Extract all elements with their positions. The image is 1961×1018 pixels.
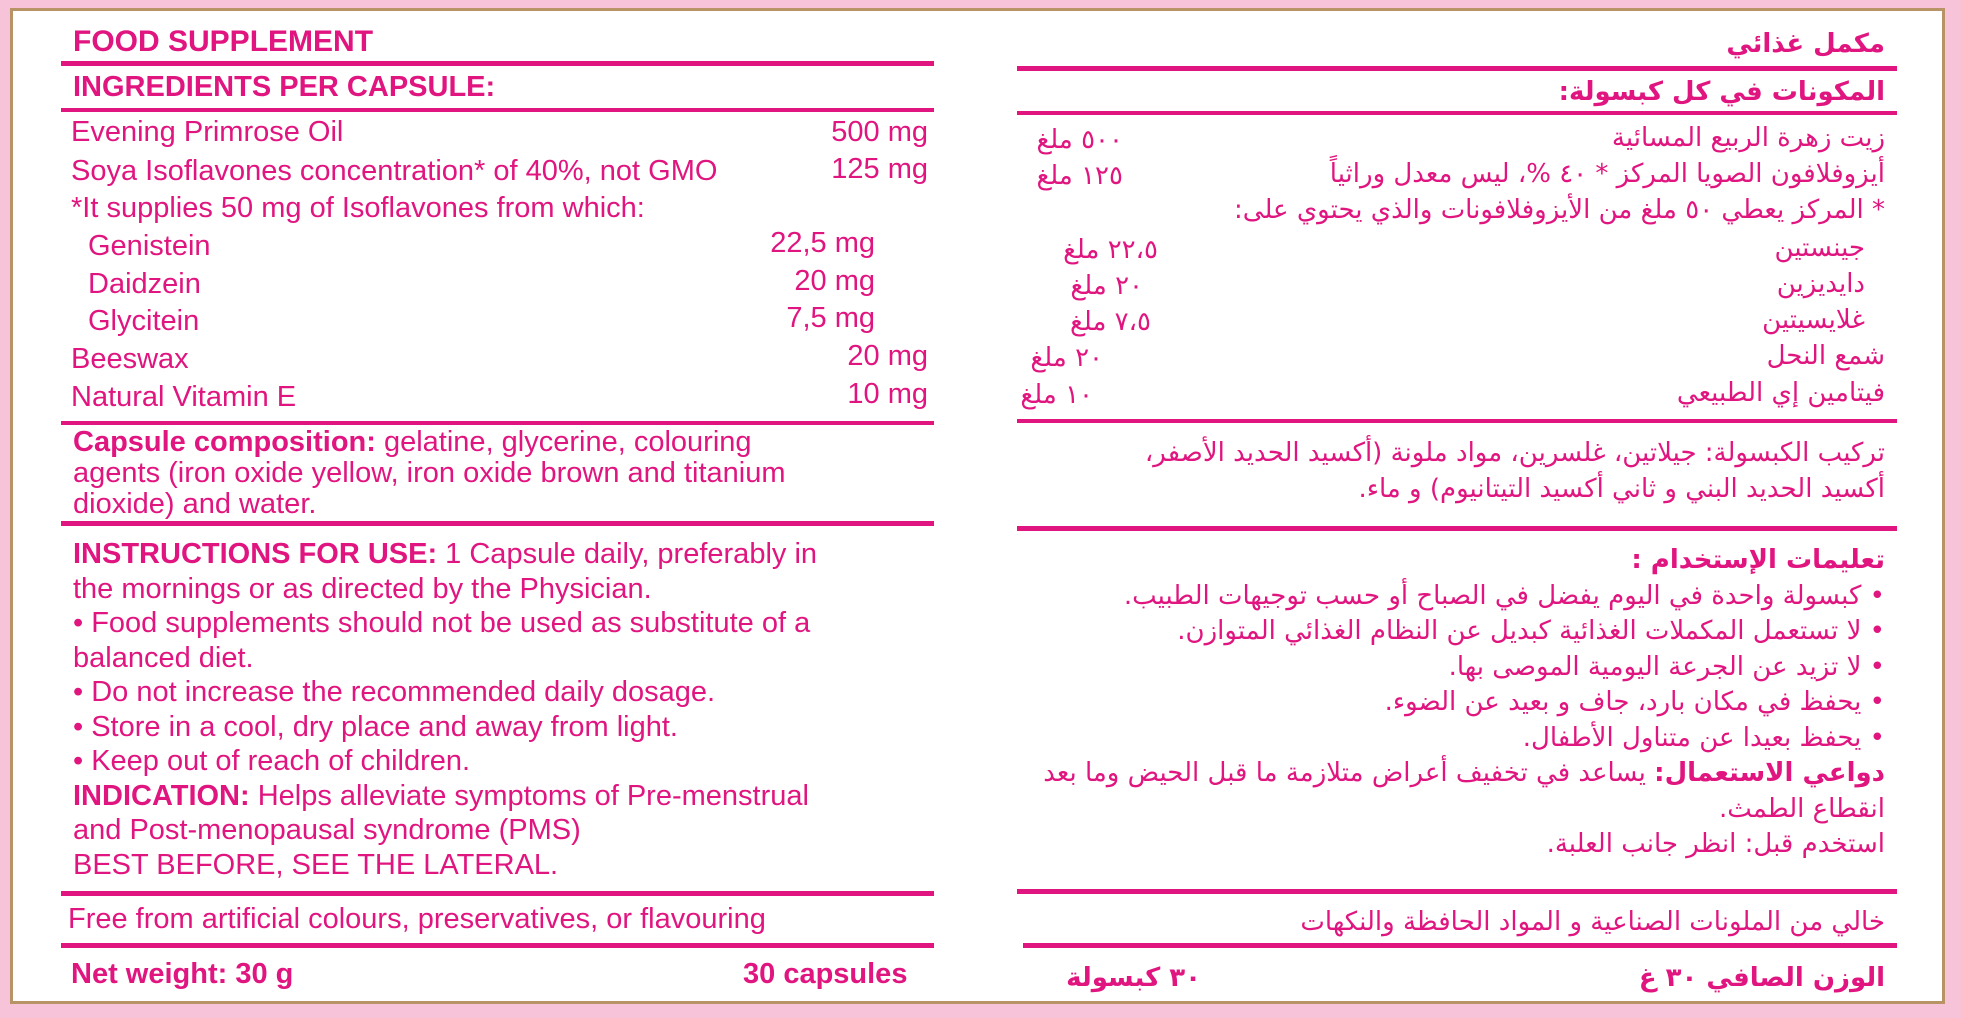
- divider: [61, 891, 934, 896]
- sub-ingredient-name: Genistein: [88, 230, 211, 262]
- ar-free-from-note: خالي من الملونات الصناعية و المواد الحافظة والنكهات: [1300, 907, 1885, 937]
- ar-ingredient-name: زيت زهرة الربيع المسائية: [1611, 123, 1885, 153]
- ar-isoflavone-note: * المركز يعطي ٥٠ ملغ من الأيزوفلافونات والذي يحتوي على:: [1234, 195, 1885, 225]
- ar-net-weight: الوزن الصافي ٣٠ غ: [1638, 963, 1885, 993]
- divider: [61, 108, 934, 112]
- ar-ingredients-heading: المكونات في كل كبسولة:: [1558, 77, 1885, 107]
- sub-ingredient-amount: 22,5 mg: [770, 227, 875, 259]
- ar-capsule-count: ٣٠ كبسولة: [1066, 963, 1201, 993]
- ingredient-amount: 500 mg: [831, 116, 928, 148]
- divider: [1017, 526, 1897, 531]
- indication-label: INDICATION:: [73, 779, 250, 812]
- ingredient-amount: 10 mg: [847, 378, 928, 410]
- ingredient-name: Beeswax: [71, 343, 189, 375]
- ar-ingredient-amount: ١٢٥ ملغ: [1036, 161, 1123, 191]
- sub-ingredient-name: Daidzein: [88, 268, 201, 300]
- ar-sub-ingredient-amount: ٢٢،٥ ملغ: [1063, 235, 1158, 265]
- divider: [61, 421, 934, 425]
- ingredient-name: Evening Primrose Oil: [71, 116, 344, 148]
- instructions-label: INSTRUCTIONS FOR USE:: [73, 538, 438, 570]
- ar-ingredient-name: شمع النحل: [1766, 341, 1885, 371]
- ar-ingredient-amount: ٥٠٠ ملغ: [1036, 125, 1123, 155]
- en-title: FOOD SUPPLEMENT: [73, 25, 374, 58]
- ar-ingredient-name: فيتامين إي الطبيعي: [1676, 378, 1885, 408]
- capsule-composition-label: Capsule composition:: [73, 426, 376, 458]
- ar-ingredient-name: أيزوفلافون الصويا المركز * ٤٠ %، ليس معدل وراثياً: [1329, 159, 1885, 189]
- en-ingredients-heading: INGREDIENTS PER CAPSULE:: [73, 71, 496, 103]
- sub-ingredient-name: Glycitein: [88, 305, 200, 337]
- ar-capsule-composition: تركيب الكبسولة: جيلاتين، غلسرين، مواد ملونة (أكسيد الحديد الأصفر، أكسيد الحديد البني و ثاني أكسيد التيتانيوم) و ماء.: [1144, 438, 1885, 504]
- ar-title: مكمل غذائي: [1726, 29, 1885, 59]
- ar-sub-ingredient-name: غلايسيتين: [1762, 305, 1865, 335]
- ar-sub-ingredient-name: جينستين: [1774, 233, 1865, 263]
- capsule-composition: Capsule composition: gelatine, glycerine, colouring agents (iron oxide yellow, iron oxide brown and titanium dioxide) and water.: [73, 426, 786, 520]
- sub-ingredient-amount: 20 mg: [794, 265, 875, 297]
- divider: [61, 61, 934, 66]
- sub-ingredient-amount: 7,5 mg: [786, 302, 875, 334]
- ar-ingredient-amount: ٢٠ ملغ: [1030, 343, 1103, 373]
- ar-instructions-heading: تعليمات الإستخدام :: [1631, 545, 1885, 575]
- free-from-note: Free from artificial colours, preservatives, or flavouring: [68, 903, 766, 935]
- divider: [1017, 66, 1897, 71]
- divider: [1017, 889, 1897, 894]
- ar-sub-ingredient-amount: ٧،٥ ملغ: [1070, 307, 1151, 337]
- divider: [61, 521, 934, 526]
- instructions-block: INSTRUCTIONS FOR USE: 1 Capsule daily, preferably in the mornings or as directed by the Physician. • Food supplements should not be used as substitute of a balanced diet. • Do not increase the recommended daily dosage. • Store in a cool, dry place and away from light. • Keep out of reach of children. INDICATION: Helps alleviate symptoms of Pre-menstrual and Post-menopausal syndrome (PMS) BEST BEFORE, SEE THE LATERAL.: [73, 538, 818, 881]
- divider: [1017, 111, 1897, 115]
- ar-ingredient-amount: ١٠ ملغ: [1020, 380, 1093, 410]
- ingredient-amount: 125 mg: [831, 153, 928, 185]
- isoflavone-note: *It supplies 50 mg of Isoflavones from which:: [71, 192, 645, 224]
- divider: [1023, 943, 1897, 948]
- ingredient-name: Soya Isoflavones concentration* of 40%, not GMO: [71, 155, 718, 187]
- supplement-label: [10, 8, 1945, 1004]
- net-weight: Net weight: 30 g: [71, 958, 294, 990]
- capsule-count: 30 capsules: [743, 958, 908, 990]
- best-before: BEST BEFORE, SEE THE LATERAL.: [73, 848, 559, 881]
- ar-sub-ingredient-amount: ٢٠ ملغ: [1070, 271, 1143, 301]
- ar-indication-label: دواعي الاستعمال:: [1654, 758, 1885, 788]
- ar-sub-ingredient-name: دايديزين: [1776, 269, 1865, 299]
- divider: [1017, 419, 1897, 423]
- ingredient-amount: 20 mg: [847, 340, 928, 372]
- divider: [61, 943, 934, 948]
- ar-instructions-block: تعليمات الإستخدام : • كبسولة واحدة في اليوم يفضل في الصباح أو حسب توجيهات الطبيب. • لا تستعمل المكملات الغذائية كبديل عن النظام الغذائي المتوازن. • لا تزيد عن الجرعة اليومية الموصى بها. • يحفظ في مكان بارد، جاف و بعيد عن الضوء. • يحفظ بعيدا عن متناول الأطفال. دواعي الاستعمال: يساعد في تخفيف أعراض متلازمة ما قبل الحيض وما بعد انقطاع الطمث. استخدم قبل: انظر جانب العلبة.: [1017, 543, 1885, 863]
- ingredient-name: Natural Vitamin E: [71, 381, 297, 413]
- ar-best-before: استخدم قبل: انظر جانب العلبة.: [1546, 829, 1885, 859]
